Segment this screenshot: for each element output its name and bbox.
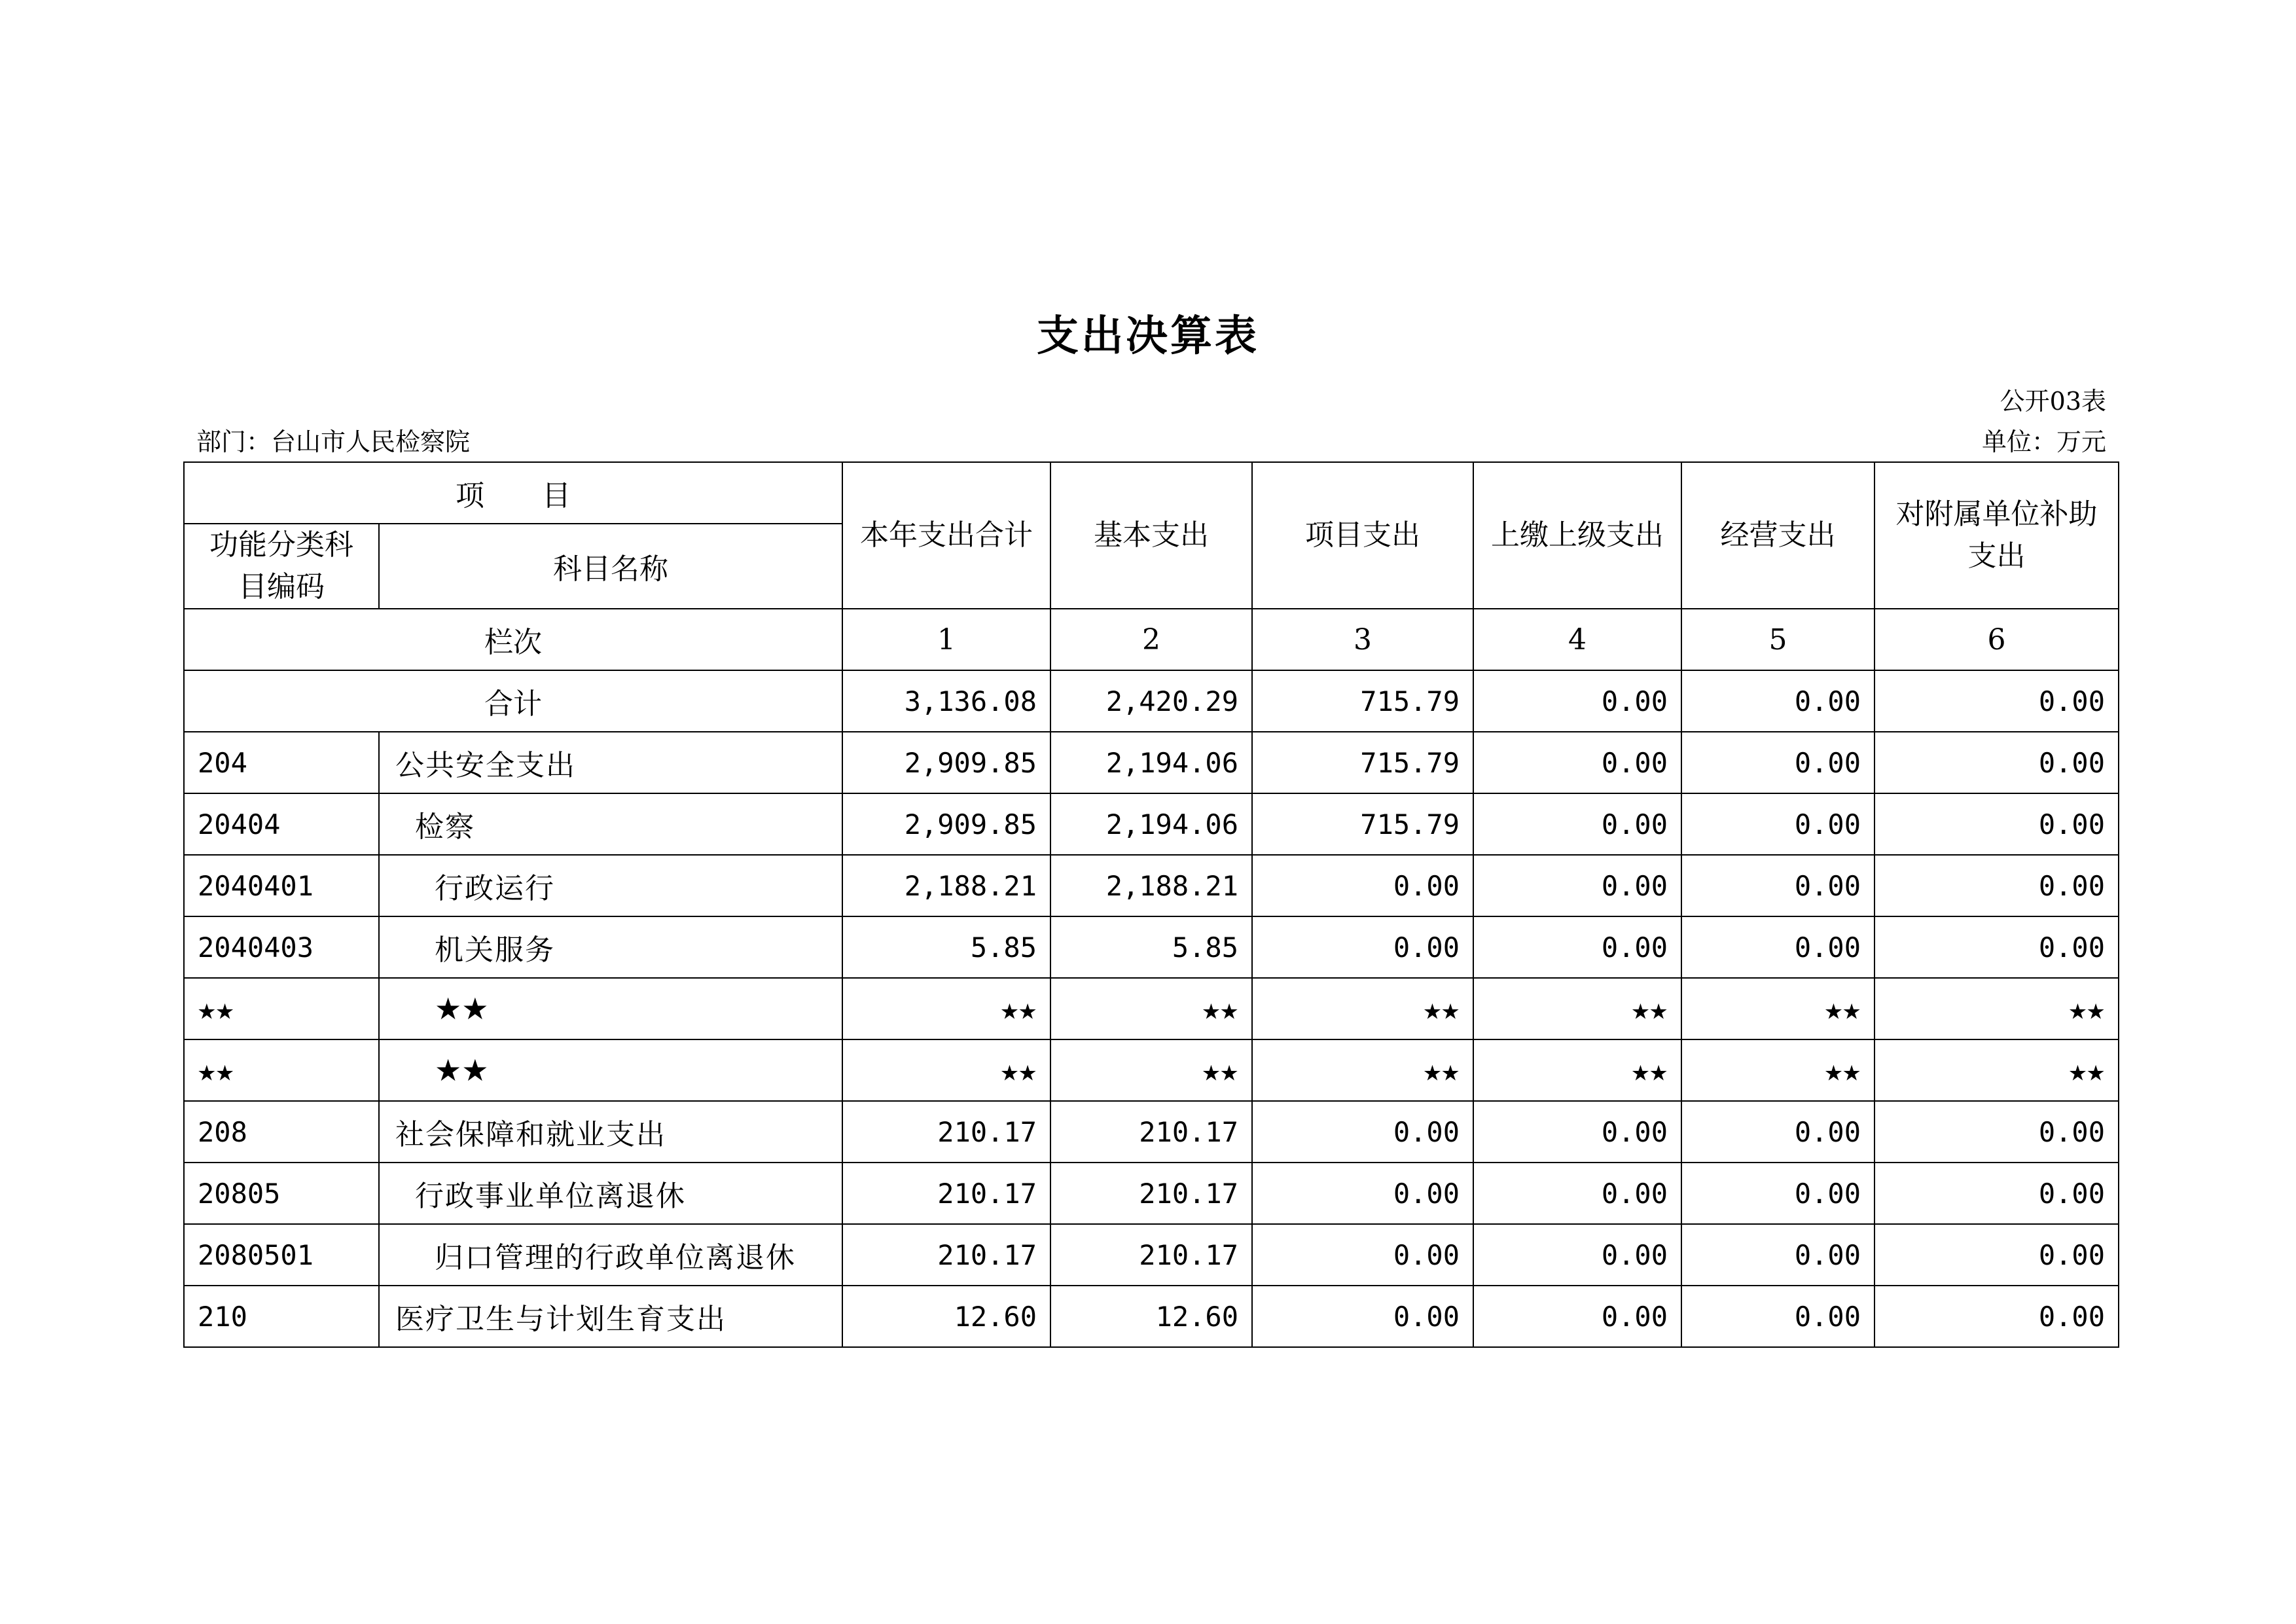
row-value: ★★ [1050, 1039, 1252, 1101]
row-value: 210.17 [842, 1101, 1050, 1163]
row-value: 715.79 [1252, 732, 1473, 793]
row-subject-name: 行政运行 [379, 855, 842, 916]
row-subject-name: 社会保障和就业支出 [379, 1101, 842, 1163]
column-index: 3 [1252, 609, 1473, 670]
row-value: 0.00 [1874, 916, 2119, 978]
row-value: 0.00 [1252, 855, 1473, 916]
total-row [184, 670, 2119, 732]
row-value: 0.00 [1681, 916, 1874, 978]
row-value: 0.00 [1681, 793, 1874, 855]
total-value: 715.79 [1252, 670, 1473, 732]
unit-label: 单位：万元 [1981, 427, 2106, 456]
row-code: ★★ [184, 978, 379, 1039]
row-value: 2,909.85 [842, 793, 1050, 855]
column-index: 6 [1874, 609, 2119, 670]
row-value: 0.00 [1473, 916, 1681, 978]
row-value: 0.00 [1874, 793, 2119, 855]
column-index: 1 [842, 609, 1050, 670]
header-total-expenditure: 本年支出合计 [842, 462, 1050, 609]
header-project-expenditure: 项目支出 [1252, 462, 1473, 609]
table-row [184, 1163, 2119, 1224]
row-value: 0.00 [1473, 1163, 1681, 1224]
row-value: ★★ [842, 978, 1050, 1039]
row-value: 0.00 [1473, 732, 1681, 793]
row-value: 0.00 [1473, 793, 1681, 855]
row-code: 20805 [184, 1163, 379, 1224]
header-function-code: 功能分类科目编码 [184, 524, 379, 609]
department-label: 部门：台山市人民检察院 [196, 427, 471, 456]
row-value: 5.85 [842, 916, 1050, 978]
row-value: 0.00 [1874, 1286, 2119, 1347]
row-value: 2,194.06 [1050, 793, 1252, 855]
table-row [184, 732, 2119, 793]
row-value: ★★ [1681, 1039, 1874, 1101]
total-value: 0.00 [1473, 670, 1681, 732]
row-subject-name: 行政事业单位离退休 [379, 1163, 842, 1224]
row-value: 0.00 [1681, 1286, 1874, 1347]
table-row [184, 1286, 2119, 1347]
row-value: 210.17 [842, 1163, 1050, 1224]
row-subject-name: 检察 [379, 793, 842, 855]
row-value: ★★ [1681, 978, 1874, 1039]
row-value: 0.00 [1252, 1101, 1473, 1163]
row-value: 0.00 [1252, 1286, 1473, 1347]
row-value: 0.00 [1874, 1101, 2119, 1163]
row-subject-name: ★★ [379, 1039, 842, 1101]
row-value: 0.00 [1473, 1286, 1681, 1347]
total-value: 0.00 [1681, 670, 1874, 732]
total-value: 3,136.08 [842, 670, 1050, 732]
row-value: 0.00 [1874, 732, 2119, 793]
row-code: 210 [184, 1286, 379, 1347]
row-value: 0.00 [1473, 1224, 1681, 1286]
row-value: 0.00 [1681, 1163, 1874, 1224]
column-index: 4 [1473, 609, 1681, 670]
row-code: 2040403 [184, 916, 379, 978]
row-code: 208 [184, 1101, 379, 1163]
table-row [184, 793, 2119, 855]
header-subject-name: 科目名称 [379, 524, 842, 609]
header-operating-expenditure: 经营支出 [1681, 462, 1874, 609]
page-title: 支出决算表 [1037, 312, 1259, 361]
row-value: ★★ [842, 1039, 1050, 1101]
total-value: 0.00 [1874, 670, 2119, 732]
row-value: 0.00 [1681, 855, 1874, 916]
row-subject-name: 机关服务 [379, 916, 842, 978]
row-code: 20404 [184, 793, 379, 855]
row-value: ★★ [1874, 978, 2119, 1039]
total-value: 2,420.29 [1050, 670, 1252, 732]
total-label: 合计 [184, 670, 842, 732]
row-subject-name: 归口管理的行政单位离退休 [379, 1224, 842, 1286]
row-value: 210.17 [842, 1224, 1050, 1286]
row-value: 5.85 [1050, 916, 1252, 978]
row-subject-name: 公共安全支出 [379, 732, 842, 793]
row-value: 0.00 [1874, 1163, 2119, 1224]
row-value: 0.00 [1473, 1101, 1681, 1163]
row-value: ★★ [1252, 978, 1473, 1039]
row-code: 204 [184, 732, 379, 793]
table-row [184, 916, 2119, 978]
row-value: 0.00 [1681, 1101, 1874, 1163]
row-value: 2,188.21 [842, 855, 1050, 916]
row-subject-name: 医疗卫生与计划生育支出 [379, 1286, 842, 1347]
row-value: ★★ [1874, 1039, 2119, 1101]
row-value: ★★ [1252, 1039, 1473, 1101]
column-index: 5 [1681, 609, 1874, 670]
row-value: 0.00 [1473, 855, 1681, 916]
row-value: 2,194.06 [1050, 732, 1252, 793]
table-row [184, 1101, 2119, 1163]
row-value: 0.00 [1681, 732, 1874, 793]
row-code: ★★ [184, 1039, 379, 1101]
row-subject-name: ★★ [379, 978, 842, 1039]
row-value: 0.00 [1252, 916, 1473, 978]
table-row [184, 978, 2119, 1039]
row-value: 2,188.21 [1050, 855, 1252, 916]
row-value: 0.00 [1874, 855, 2119, 916]
row-value: ★★ [1473, 1039, 1681, 1101]
row-value: ★★ [1050, 978, 1252, 1039]
expenditure-table [183, 461, 2119, 1348]
header-remit-superior: 上缴上级支出 [1473, 462, 1681, 609]
header-item: 项 目 [184, 462, 842, 524]
form-number: 公开03表 [2000, 387, 2106, 416]
table-row [184, 855, 2119, 916]
table-row [184, 1224, 2119, 1286]
row-value: 210.17 [1050, 1163, 1252, 1224]
row-value: 2,909.85 [842, 732, 1050, 793]
header-subsidiary-subsidy: 对附属单位补助支出 [1874, 462, 2119, 609]
header-basic-expenditure: 基本支出 [1050, 462, 1252, 609]
row-value: 0.00 [1874, 1224, 2119, 1286]
row-value: 12.60 [842, 1286, 1050, 1347]
table-row [184, 1039, 2119, 1101]
row-value: 0.00 [1252, 1224, 1473, 1286]
column-index-label: 栏次 [184, 609, 842, 670]
row-value: 0.00 [1681, 1224, 1874, 1286]
row-value: 210.17 [1050, 1101, 1252, 1163]
row-code: 2040401 [184, 855, 379, 916]
row-value: 0.00 [1252, 1163, 1473, 1224]
row-value: 210.17 [1050, 1224, 1252, 1286]
row-value: 715.79 [1252, 793, 1473, 855]
column-index: 2 [1050, 609, 1252, 670]
row-code: 2080501 [184, 1224, 379, 1286]
row-value: ★★ [1473, 978, 1681, 1039]
row-value: 12.60 [1050, 1286, 1252, 1347]
